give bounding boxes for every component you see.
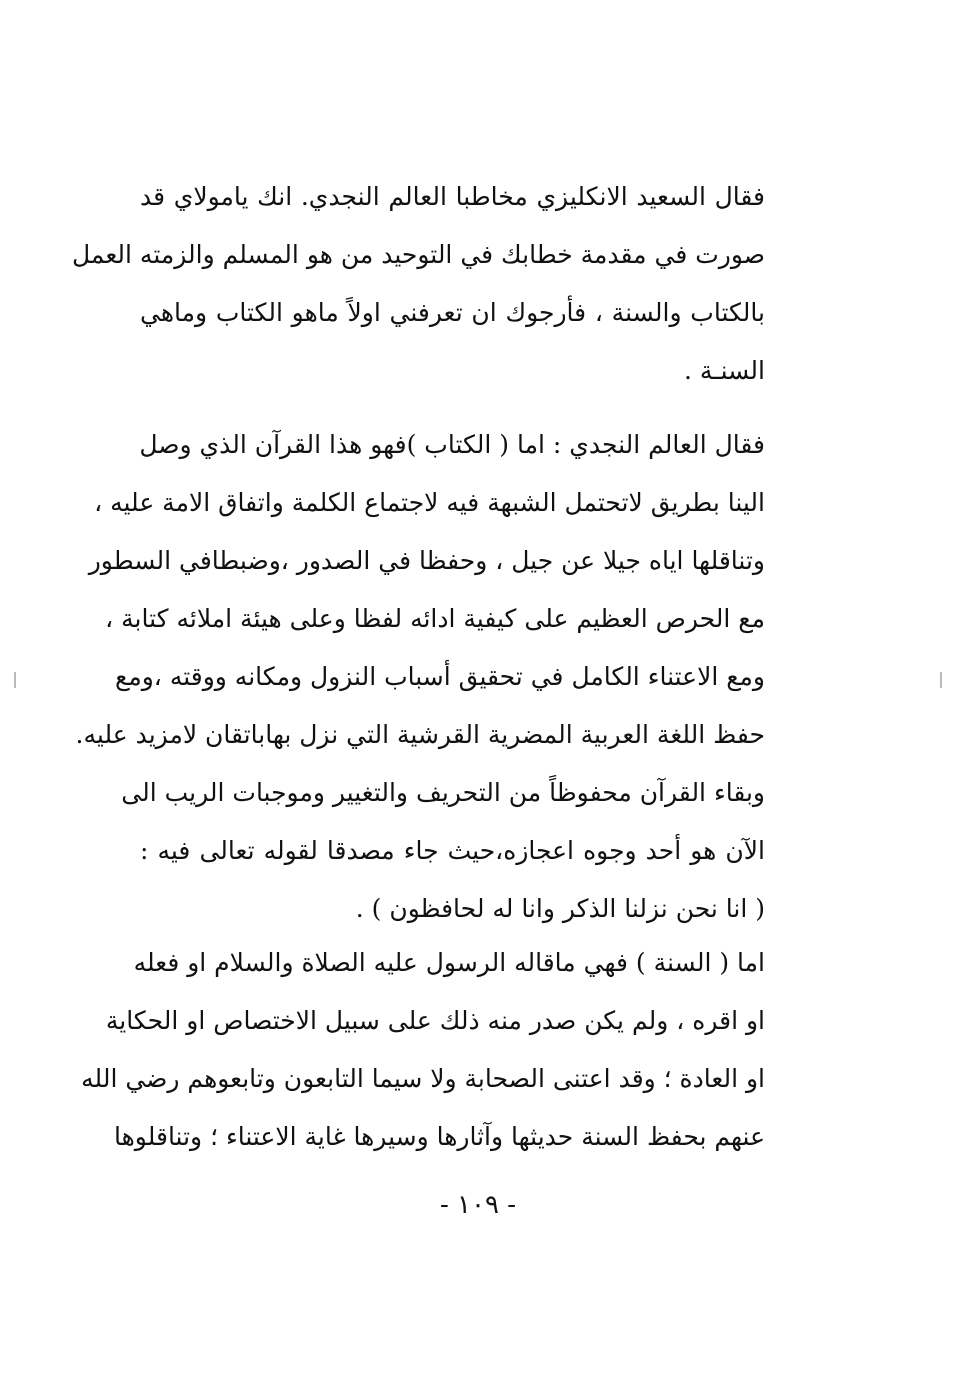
paragraph-2-line-8: الآن هو أحد وجوه اعجازه،حيث جاء مصدقا لقوله تعالى فيه : (140, 836, 765, 865)
paragraph-2-line-1: فقال العالم النجدي : اما ( الكتاب )فهو هذا القرآن الذي وصل (139, 430, 765, 459)
paragraph-2-line-9: ( انا نحن نزلنا الذكر وانا له لحافظون ) . (355, 894, 765, 923)
paragraph-3-line-2: او اقره ، ولم يكن صدر منه ذلك على سبيل الاختصاص او الحكاية (105, 1006, 765, 1035)
paragraph-2-line-6: حفظ اللغة العربية المضرية القرشية التي نزل بهاباتقان لامزيد عليه. (75, 720, 765, 749)
paragraph-1-line-2: صورت في مقدمة خطابك في التوحيد من هو المسلم والزمته العمل (71, 240, 765, 269)
page-number: - ١٠٩ - (439, 1190, 517, 1220)
paragraph-3-line-3: او العادة ؛ وقد اعتنى الصحابة ولا سيما التابعون وتابعوهم رضي الله (81, 1064, 765, 1093)
paragraph-1-line-1: فقال السعيد الانكليزي مخاطبا العالم النجدي. انك يامولاي قد (140, 182, 765, 211)
paragraph-1-line-4: السنـة . (683, 356, 765, 385)
scan-edge-mark-left (14, 672, 16, 688)
paragraph-3-line-1: اما ( السنة ) فهي ماقاله الرسول عليه الصلاة والسلام او فعله (133, 948, 765, 977)
paragraph-3-line-4: عنهم بحفظ السنة حديثها وآثارها وسيرها غاية الاعتناء ؛ وتناقلوها (114, 1122, 765, 1151)
paragraph-2-line-4: مع الحرص العظيم على كيفية ادائه لفظا وعلى هيئة املائه كتابة ، (105, 604, 765, 633)
paragraph-2 (75, 416, 765, 938)
paragraph-2-line-3: وتناقلها اياه جيلا عن جيل ، وحفظا في الصدور ،وضبطافي السطور (88, 546, 765, 575)
paragraph-1-line-3: بالكتاب والسنة ، فأرجوك ان تعرفني اولاً ماهو الكتاب وماهي (140, 298, 765, 327)
paragraph-2-line-7: وبقاء القرآن محفوظاً من التحريف والتغيير وموجبات الريب الى (121, 778, 765, 807)
paragraph-1 (71, 168, 765, 400)
paragraph-3 (81, 934, 765, 1166)
scan-edge-mark-right (940, 672, 942, 688)
paragraph-2-line-5: ومع الاعتناء الكامل في تحقيق أسباب النزول ومكانه ووقته ،ومع (115, 662, 765, 691)
paragraph-2-line-2: الينا بطريق لاتحتمل الشبهة فيه لاجتماع الكلمة واتفاق الامة عليه ، (94, 488, 765, 517)
